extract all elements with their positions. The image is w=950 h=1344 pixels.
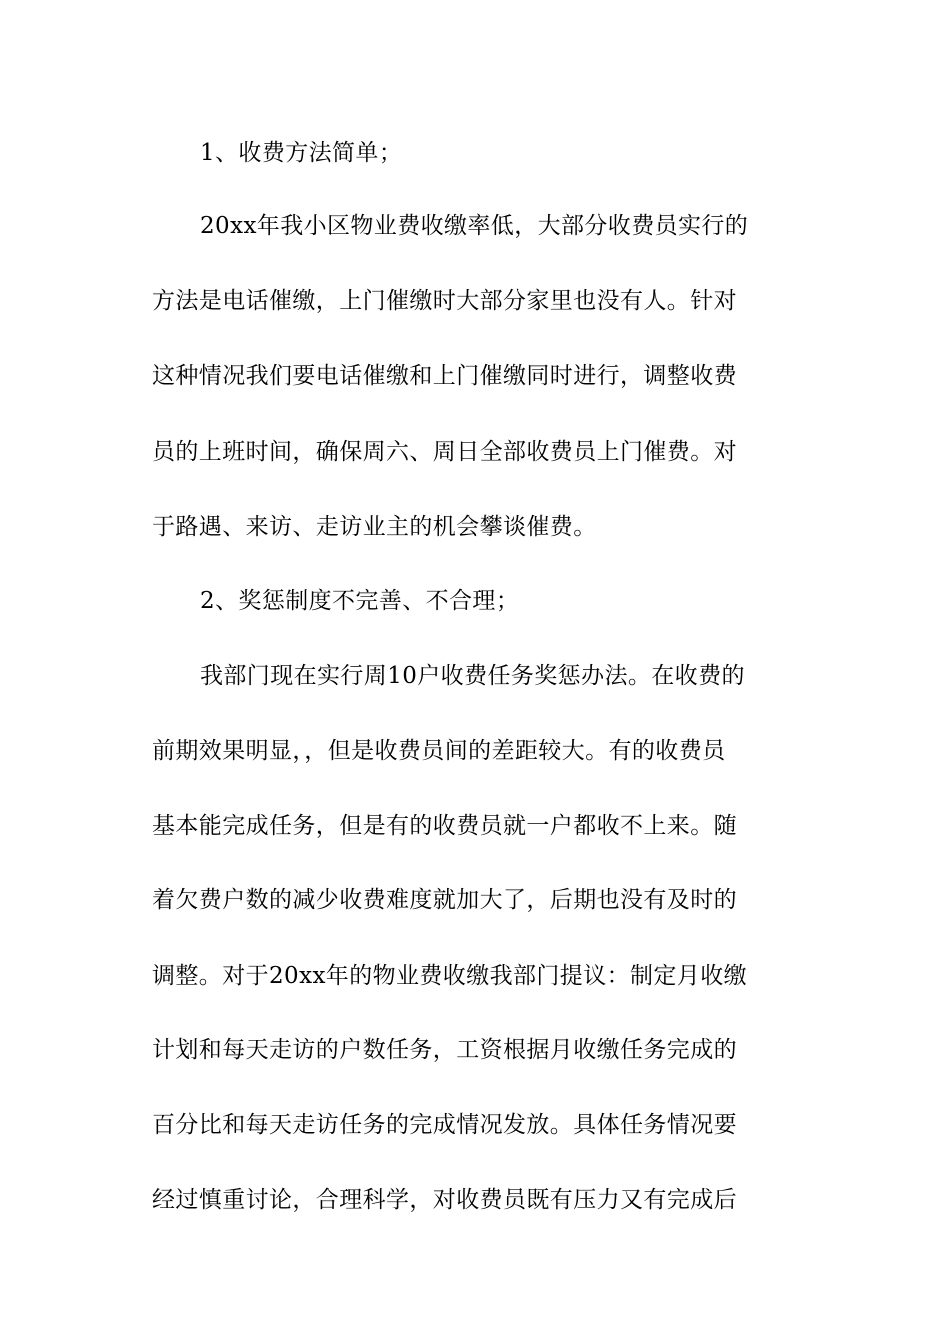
paragraph-line: 前期效果明显，，但是收费员间的差距较大。有的收费员 xyxy=(152,738,726,764)
paragraph-line: 经过慎重讨论，合理科学，对收费员既有压力又有完成后 xyxy=(152,1187,737,1213)
paragraph-line: 于路遇、来访、走访业主的机会攀谈催费。 xyxy=(152,514,597,540)
paragraph-line: 员的上班时间，确保周六、周日全部收费员上门催费。对 xyxy=(152,439,737,465)
paragraph-line: 基本能完成任务，但是有的收费员就一户都收不上来。随 xyxy=(152,813,737,839)
heading-reward-system: 2、奖惩制度不完善、不合理； xyxy=(200,588,520,614)
paragraph-line: 计划和每天走访的户数任务，工资根据月收缴任务完成的 xyxy=(152,1037,737,1063)
paragraph-line: 百分比和每天走访任务的完成情况发放。具体任务情况要 xyxy=(152,1112,737,1138)
paragraph-line: 方法是电话催缴，上门催缴时大部分家里也没有人。针对 xyxy=(152,288,737,314)
heading-fee-method: 1、收费方法简单； xyxy=(200,140,403,166)
paragraph-line: 20xx年我小区物业费收缴率低，大部分收费员实行的 xyxy=(200,213,749,239)
paragraph-line: 着欠费户数的减少收费难度就加大了，后期也没有及时的 xyxy=(152,887,737,913)
paragraph-line: 这种情况我们要电话催缴和上门催缴同时进行，调整收费 xyxy=(152,363,737,389)
paragraph-line: 我部门现在实行周10户收费任务奖惩办法。在收费的 xyxy=(200,663,745,689)
paragraph-line: 调整。对于20xx年的物业费收缴我部门提议：制定月收缴 xyxy=(152,963,748,989)
